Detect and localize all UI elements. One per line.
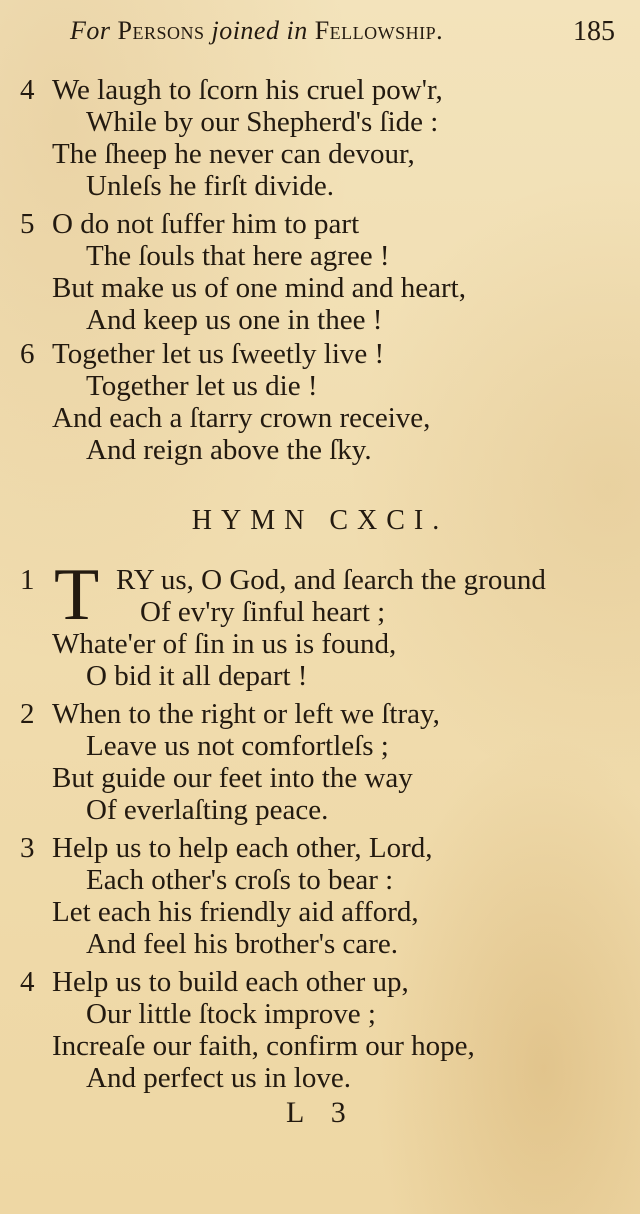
- verse-line: O bid it all depart !: [86, 660, 308, 692]
- verse-line: And reign above the ſky.: [86, 434, 372, 466]
- verse-line: Together let us die !: [86, 370, 318, 402]
- running-head-for: For: [70, 16, 111, 45]
- verse-line: And keep us one in thee !: [86, 304, 383, 336]
- verse-line: RY us, O God, and ſearch the ground: [116, 564, 546, 596]
- verse-line: Of ev'ry ſinful heart ;: [140, 596, 386, 628]
- page-header: [70, 16, 615, 56]
- verse-line: Leave us not comfortleſs ;: [86, 730, 389, 762]
- hymn-stanza-2: [20, 698, 620, 826]
- verse-line: O do not ſuffer him to part: [52, 208, 360, 240]
- running-head-fellowship: Fellowship.: [314, 16, 444, 45]
- stanza-number: 3: [20, 832, 35, 864]
- hymn-stanza-3: [20, 832, 620, 960]
- stanza-number: 1: [20, 564, 35, 596]
- verse-line: When to the right or left we ſtray,: [52, 698, 440, 730]
- verse-line: Help us to help each other, Lord,: [52, 832, 433, 864]
- verse-line: And perfect us in love.: [86, 1062, 351, 1094]
- verse-line: Unleſs he firſt divide.: [86, 170, 335, 202]
- verse-line: And each a ſtarry crown receive,: [52, 402, 431, 434]
- verse-line: We laugh to ſcorn his cruel pow'r,: [52, 74, 443, 106]
- running-head: [70, 16, 443, 46]
- verse-line: And feel his brother's care.: [86, 928, 399, 960]
- page-number: 185: [573, 16, 615, 47]
- stanza-number: 2: [20, 698, 35, 730]
- drop-cap: T: [54, 554, 100, 636]
- verse-line: The ſouls that here agree !: [86, 240, 390, 272]
- stanza-number: 6: [20, 338, 35, 370]
- running-head-joined-in: joined in: [211, 16, 308, 45]
- hymn-title: HYMN CXCI.: [191, 505, 449, 536]
- stanza-prev-4: [20, 74, 620, 202]
- verse-line: While by our Shepherd's ſide :: [86, 106, 439, 138]
- hymn-stanza-4: [20, 966, 620, 1094]
- verse-line: Let each his friendly aid afford,: [52, 896, 419, 928]
- verse-line: But make us of one mind and heart,: [52, 272, 466, 304]
- stanza-prev-6: [20, 338, 620, 466]
- stanza-number: 5: [20, 208, 35, 240]
- verse-line: Each other's croſs to bear :: [86, 864, 394, 896]
- hymn-stanza-1: [20, 554, 620, 692]
- verse-line: Of everlaſting peace.: [86, 794, 329, 826]
- verse-line: The ſheep he never can devour,: [52, 138, 415, 170]
- verse-line: Together let us ſweetly live !: [52, 338, 385, 370]
- stanza-number: 4: [20, 966, 35, 998]
- signature-mark: L 3: [286, 1096, 356, 1129]
- verse-line: Our little ſtock improve ;: [86, 998, 376, 1030]
- stanza-number: 4: [20, 74, 35, 106]
- running-head-persons: Persons: [117, 16, 205, 45]
- verse-line: Help us to build each other up,: [52, 966, 409, 998]
- verse-line: Whate'er of ſin in us is found,: [52, 628, 397, 660]
- stanza-prev-5: [20, 208, 620, 336]
- verse-line: Increaſe our faith, confirm our hope,: [52, 1030, 475, 1062]
- verse-line: But guide our feet into the way: [52, 762, 413, 794]
